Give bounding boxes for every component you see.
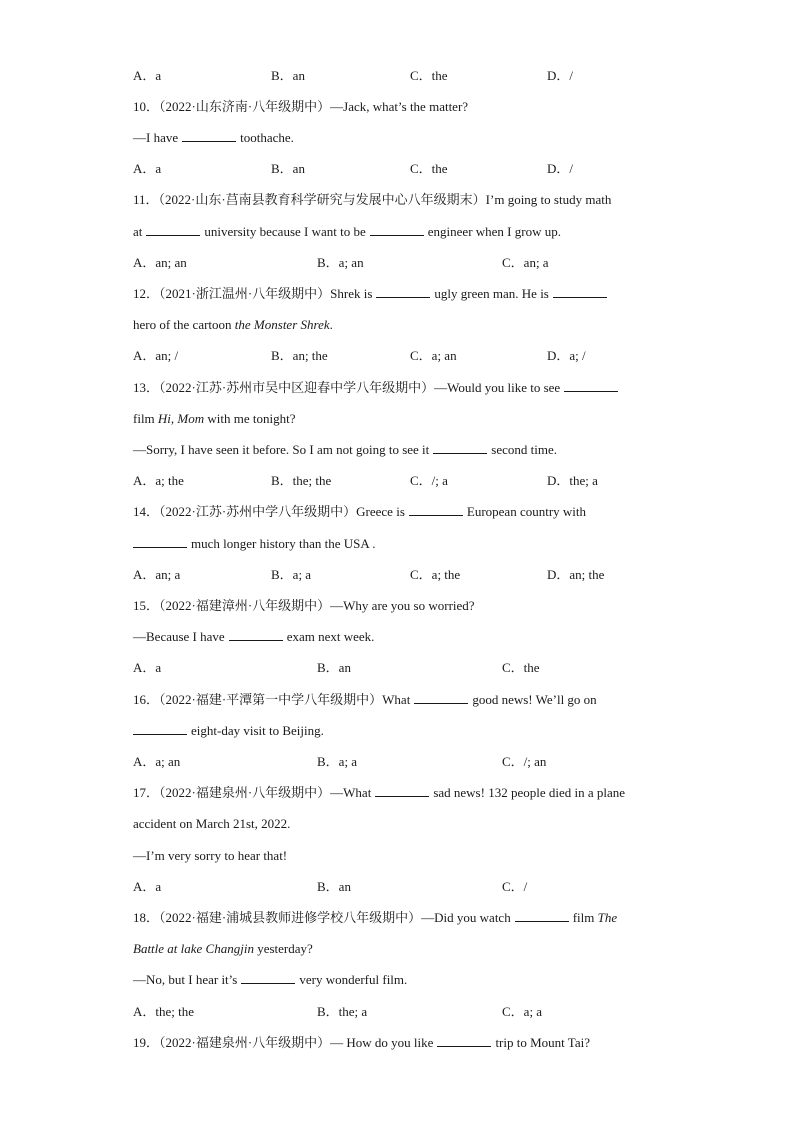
option-b[interactable]: B．an [271,161,305,176]
text: film [133,411,155,426]
q17-line3: —I’m very sorry to hear that! [133,848,288,863]
text: 18．（2022·福建·浦城县教师进修学校八年级期中）—Did you watch [133,910,511,925]
answer-blank[interactable] [241,971,295,984]
option-d[interactable]: D．a; / [547,348,586,363]
q16-stem [133,691,597,709]
title-italic: Hi, Mom [157,411,205,426]
text: 13．（2022·江苏·苏州市吴中区迎春中学八年级期中）—Would you like to see [133,380,561,395]
option-d[interactable]: D．an; the [547,567,605,582]
option-a[interactable]: A．a; an [133,754,181,769]
text: much longer history than the USA . [191,536,376,551]
q16-line2 [133,722,324,740]
option-b[interactable]: B．an; the [271,348,328,363]
q11-line2 [133,223,561,241]
q11-options [133,254,733,272]
option-d[interactable]: D．the; a [547,473,598,488]
text: —I have [133,130,179,145]
option-a[interactable]: A．a; the [133,473,184,488]
q17-stem [133,784,625,802]
q15-stem: 15．（2022·福建漳州·八年级期中）—Why are you so worried? [133,598,475,613]
option-a[interactable]: A．the; the [133,1004,195,1019]
q13-line2 [133,410,296,428]
text: yesterday? [257,941,313,956]
option-c[interactable]: C．the [410,161,448,176]
text: very wonderful film. [299,972,408,987]
option-a[interactable]: A．an; / [133,348,179,363]
option-c[interactable]: C．a; an [410,348,457,363]
text: 17．（2022·福建泉州·八年级期中）—What [133,785,372,800]
option-b[interactable]: B．a; a [271,567,312,582]
q12-options [133,347,733,365]
answer-blank[interactable] [409,503,463,516]
q13-stem [133,379,622,397]
title-italic: the Monster Shrek [234,317,330,332]
text: toothache. [240,130,294,145]
answer-blank[interactable] [146,223,200,236]
text: good news! We’ll go on [472,692,597,707]
text: engineer when I grow up. [427,224,561,239]
option-b[interactable]: B．a; a [317,754,358,769]
answer-blank[interactable] [515,909,569,922]
q12-stem [133,285,611,303]
text: —Sorry, I have seen it before. So I am not going to see it [133,442,430,457]
answer-blank[interactable] [437,1034,491,1047]
option-c[interactable]: C．the [502,660,540,675]
q14-options [133,566,733,584]
option-c[interactable]: C．a; the [410,567,461,582]
answer-blank[interactable] [414,691,468,704]
text: European country with [466,504,587,519]
q18-options [133,1003,733,1021]
text: eight-day visit to Beijing. [191,723,324,738]
q18-stem [133,909,617,927]
text: with me tonight? [207,411,296,426]
title-italic: Battle at lake Changjin [133,941,254,956]
option-c[interactable]: C．an; a [502,255,549,270]
option-a[interactable]: A．a [133,68,162,83]
option-a[interactable]: A．a [133,161,162,176]
answer-blank[interactable] [375,784,429,797]
q14-line2 [133,535,376,553]
q17-line2: accident on March 21st, 2022. [133,816,291,831]
option-a[interactable]: A．a [133,660,162,675]
option-b[interactable]: B．the; a [317,1004,368,1019]
option-d[interactable]: D．/ [547,161,574,176]
answer-blank[interactable] [133,722,187,735]
q12-line2 [133,316,333,334]
text: university because I want to be [204,224,366,239]
q18-line3 [133,971,407,989]
q10-line2 [133,129,294,147]
option-b[interactable]: B．an [317,660,351,675]
option-c[interactable]: C．/; an [502,754,547,769]
text: second time. [491,442,558,457]
text: 14．（2022·江苏·苏州中学八年级期中）Greece is [133,504,405,519]
answer-blank[interactable] [370,223,424,236]
q9-options [133,67,733,85]
option-c[interactable]: C．/; a [410,473,448,488]
answer-blank[interactable] [564,379,618,392]
option-a[interactable]: A．a [133,879,162,894]
text: 12．（2021·浙江温州·八年级期中）Shrek is [133,286,373,301]
answer-blank[interactable] [229,628,283,641]
option-c[interactable]: C．the [410,68,448,83]
q19-stem [133,1034,590,1052]
text: at [133,224,143,239]
option-d[interactable]: D．/ [547,68,574,83]
option-c[interactable]: C．a; a [502,1004,543,1019]
q15-options [133,659,733,677]
q11-stem: 11．（2022·山东·莒南县教育科学研究与发展中心八年级期末）I’m going to study math [133,192,612,207]
text: film [572,910,595,925]
q16-options [133,753,733,771]
option-b[interactable]: B．an [271,68,305,83]
text: sad news! 132 people died in a plane [433,785,626,800]
q14-stem [133,503,586,521]
q10-stem: 10．（2022·山东济南·八年级期中）—Jack, what’s the matter? [133,99,469,114]
text: exam next week. [286,629,375,644]
text: ugly green man. He is [434,286,549,301]
answer-blank[interactable] [182,129,236,142]
answer-blank[interactable] [133,535,187,548]
answer-blank[interactable] [376,285,430,298]
option-b[interactable]: B．a; an [317,255,364,270]
text: hero of the cartoon [133,317,232,332]
text: 19．（2022·福建泉州·八年级期中）— How do you like [133,1035,434,1050]
option-b[interactable]: B．the; the [271,473,332,488]
text: 16．（2022·福建·平潭第一中学八年级期中）What [133,692,411,707]
text: trip to Mount Tai? [495,1035,590,1050]
option-a[interactable]: A．an; a [133,567,181,582]
option-a[interactable]: A．an; an [133,255,187,270]
option-b[interactable]: B．an [317,879,351,894]
answer-blank[interactable] [553,285,607,298]
text: —Because I have [133,629,225,644]
title-italic: The [597,910,618,925]
q17-options [133,878,733,896]
text: —No, but I hear it’s [133,972,238,987]
q13-options [133,472,733,490]
q18-line2 [133,940,313,958]
q15-line2 [133,628,374,646]
q10-options [133,160,733,178]
option-c[interactable]: C．/ [502,879,528,894]
answer-blank[interactable] [433,441,487,454]
text: . [329,317,333,332]
q13-line3 [133,441,557,459]
